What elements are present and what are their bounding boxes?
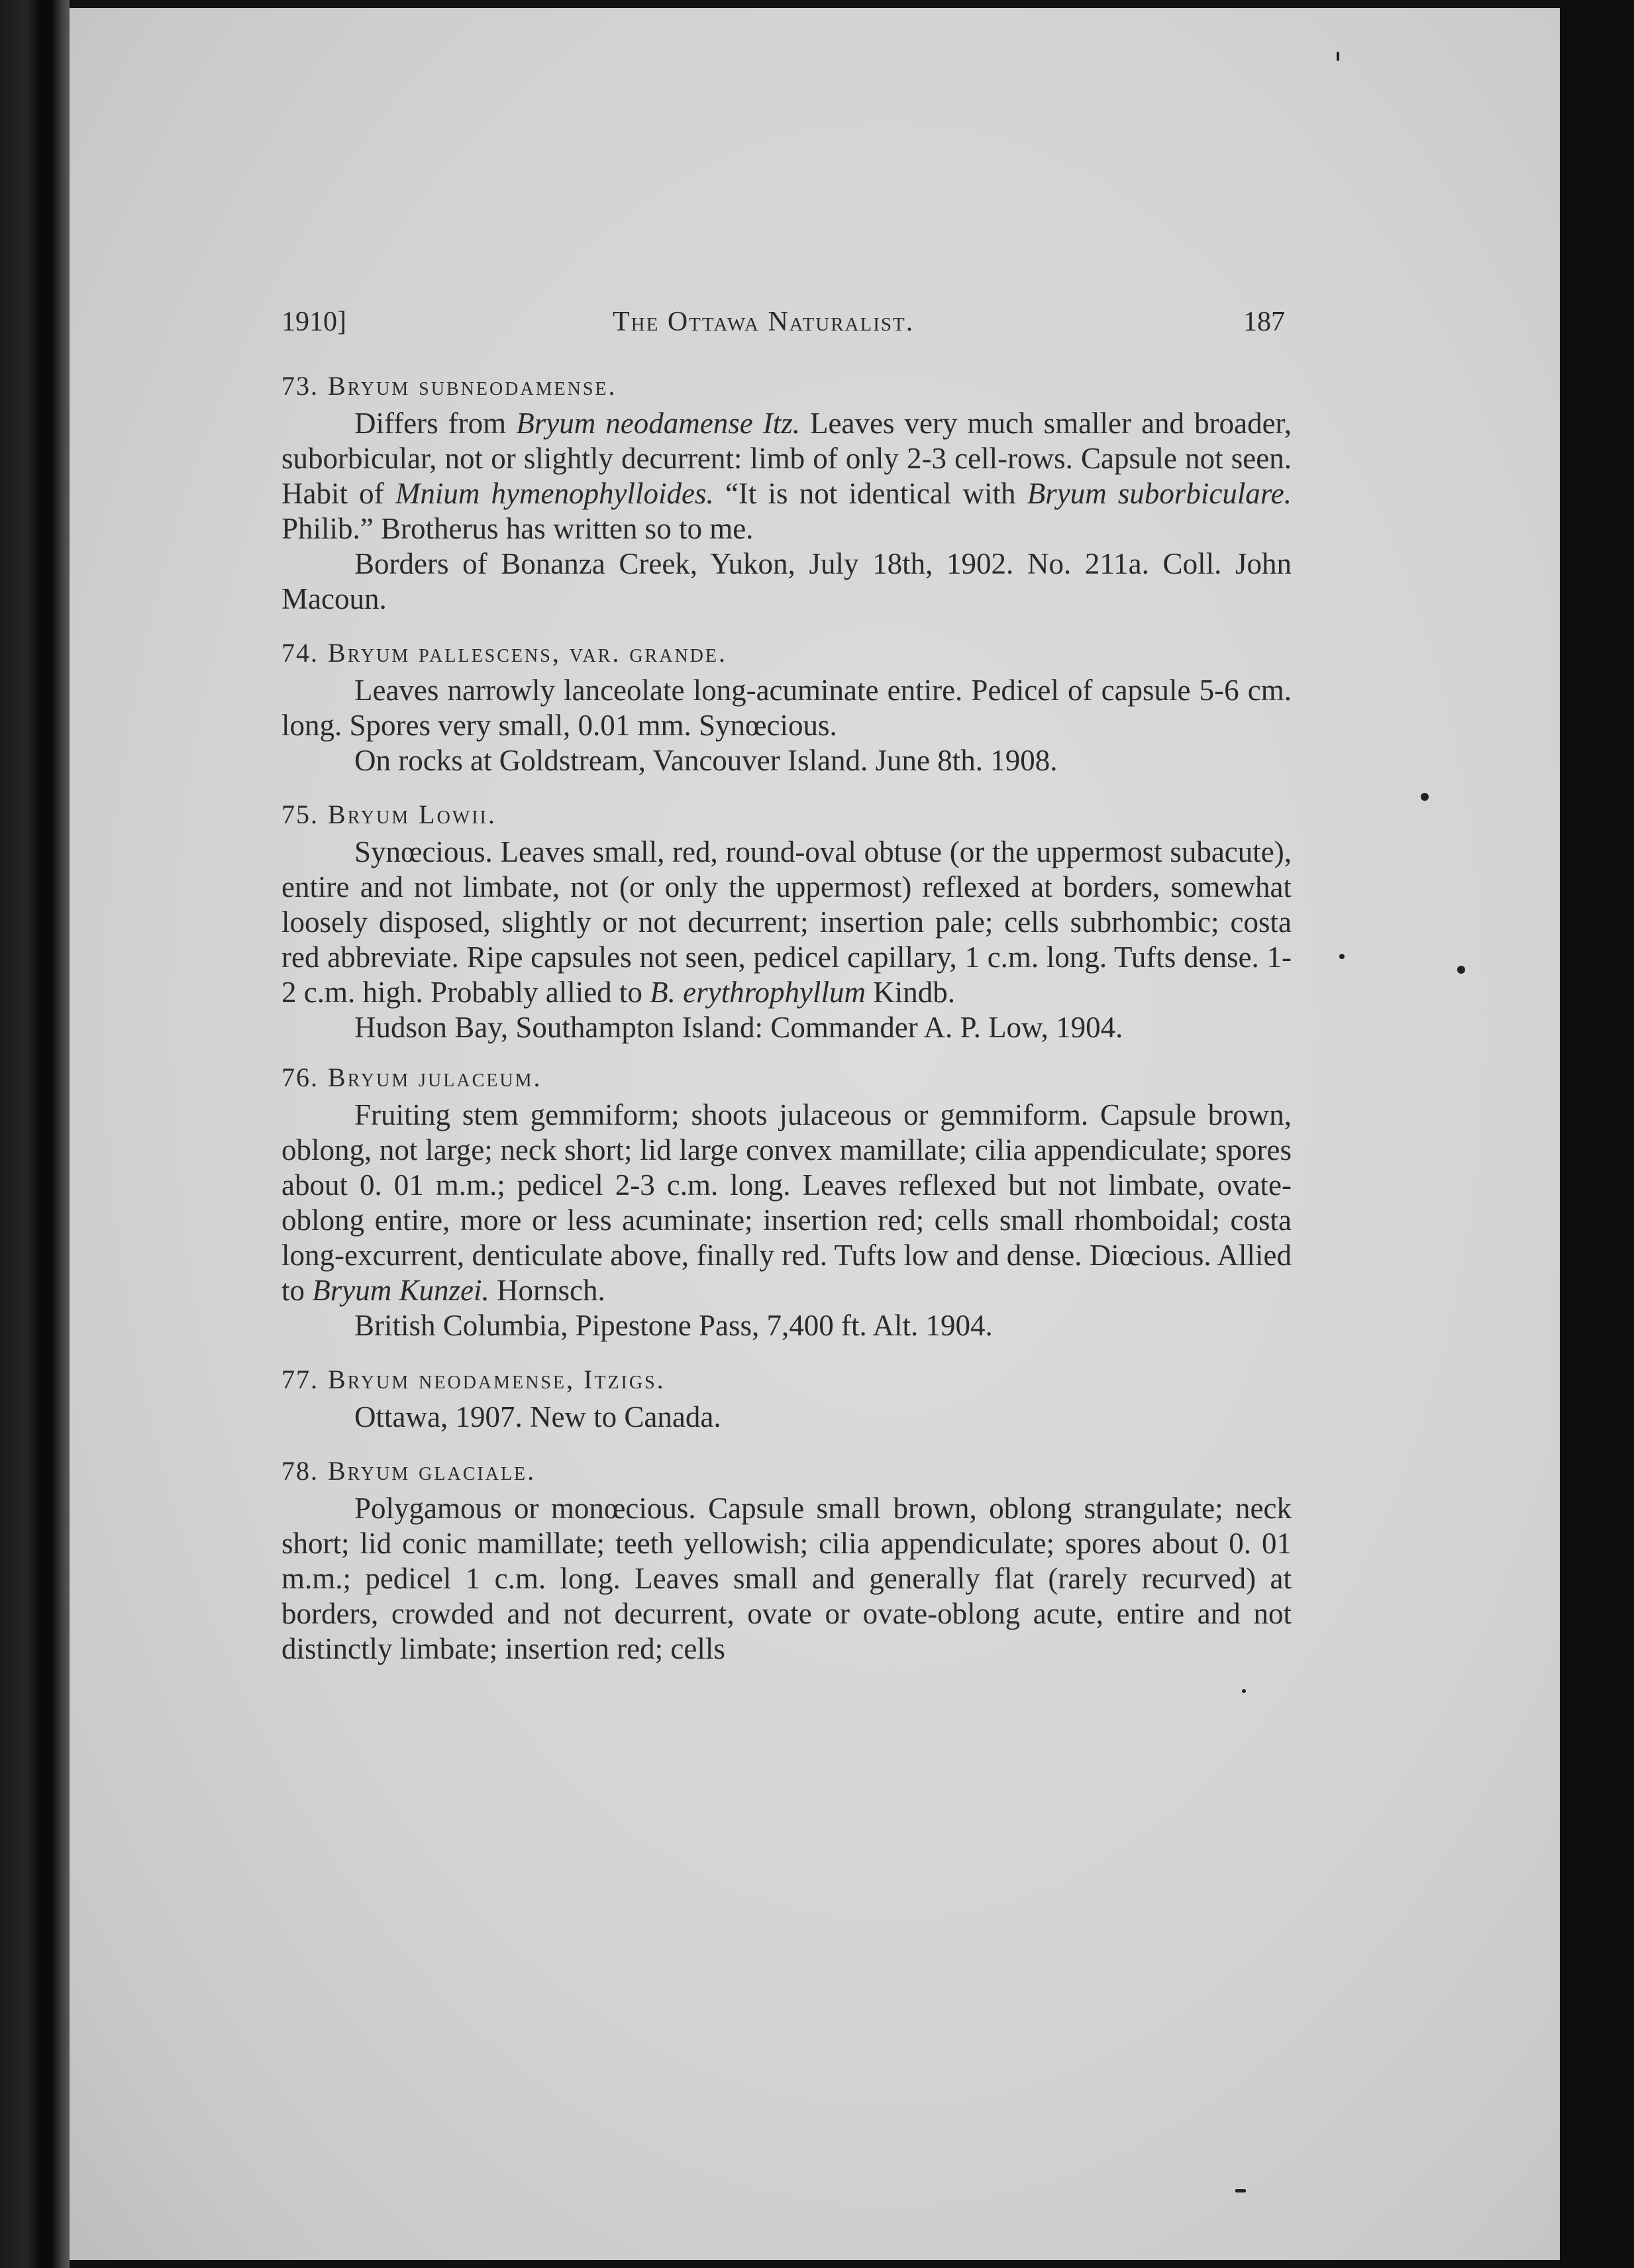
page-text-block [281,305,1292,1681]
entry-description: Fruiting stem gemmiform; shoots julaceous or gemmiform. Capsule brown, oblong, not large; neck short; lid large convex mamillate; cilia appendiculate; spores about 0. 01 m.m.; pedicel 2-3 c.m. long. Leaves reflexed but not limbate, ovate-oblong entire, more or less acuminate; insertion red; cells small rhomboidal; costa long-excurrent, denticulate above, finally red. Tufts low and dense. Diœcious. Allied to Bryum Kunzei. Hornsch. [281,1098,1292,1307]
entry-heading [281,1060,1292,1095]
entry-heading [281,368,1292,403]
dust-speck [1339,954,1345,959]
entry-description: Differs from Bryum neodamense Itz. Leaves very much smaller and broader, suborbicular, not or slightly decurrent: limb of only 2-3 cell-rows. Capsule not seen. Habit of Mnium hymenophylloides. “It is not identical with Bryum suborbiculare. Philib.” Brotherus has written so to me. [281,407,1292,545]
entry-species-name: Bryum julaceum. [328,1062,542,1092]
entry-heading [281,797,1292,832]
species-reference: Bryum suborbiculare. [1027,477,1292,510]
entry-number: 75. [281,799,319,829]
entry-description: Synœcious. Leaves small, red, round-oval obtuse (or the uppermost subacute), entire and not limbate, not (or only the uppermost) reflexed at borders, somewhat loosely disposed, slightly or not decurrent; insertion pale; cells subrhombic; costa red abbreviate. Ripe capsules not seen, pedicel capillary, 1 c.m. long. Tufts dense. 1-2 c.m. high. Probably allied to B. erythrophyllum Kindb. [281,835,1292,1009]
entry-species-name: Bryum neodamense, Itzigs. [328,1365,666,1394]
species-entry-73 [281,368,1292,617]
species-reference: B. erythrophyllum [650,976,866,1009]
species-entry-74 [281,635,1292,778]
dust-speck [1421,793,1429,801]
entry-heading [281,1362,1292,1397]
dust-speck [1337,52,1339,61]
entry-species-name: Bryum subneodamense. [328,371,617,401]
entry-species-name: Bryum glaciale. [328,1456,536,1486]
entry-species-name: Bryum pallescens, var. grande. [328,638,727,668]
species-reference: Bryum Kunzei. [312,1274,489,1307]
entry-locality: British Columbia, Pipestone Pass, 7,400 ft. Alt. 1904. [354,1309,993,1342]
entry-description: Polygamous or monœcious. Capsule small brown, oblong strangulate; neck short; lid conic mamillate; teeth yellowish; cilia appendiculate; spores about 0. 01 m.m.; pedicel 1 c.m. long. Leaves small and generally flat (rarely recurved) at borders, crowded and not decurrent, ovate or ovate-oblong acute, entire and not distinctly limbate; insertion red; cells [281,1492,1292,1665]
running-header [281,305,1292,344]
entry-locality: Hudson Bay, Southampton Island: Commander A. P. Low, 1904. [354,1011,1123,1044]
species-reference: Bryum neodamense Itz. [516,407,800,440]
header-journal-title: The Ottawa Naturalist. [613,307,915,337]
book-binding-edge [0,0,70,2268]
entry-number: 73. [281,371,319,401]
species-reference: Mnium hymenophylloides. [395,477,714,510]
header-page-number: 187 [1243,307,1285,337]
entry-locality: Ottawa, 1907. New to Canada. [354,1400,721,1433]
species-entry-77 [281,1362,1292,1435]
species-entry-76 [281,1060,1292,1343]
entry-locality: Borders of Bonanza Creek, Yukon, July 18th, 1902. No. 211a. Coll. John Macoun. [281,547,1292,615]
entry-number: 76. [281,1062,319,1092]
dust-speck [1242,1689,1246,1693]
dark-right-margin [1560,0,1634,2268]
dust-speck [1457,966,1465,974]
entry-locality: On rocks at Goldstream, Vancouver Island. June 8th. 1908. [354,744,1058,777]
entry-description: Leaves narrowly lanceolate long-acuminate entire. Pedicel of capsule 5-6 cm. long. Spores very small, 0.01 mm. Synœcious. [281,674,1292,742]
entry-number: 78. [281,1456,319,1486]
header-year: 1910] [281,307,346,337]
entry-heading [281,635,1292,670]
entry-species-name: Bryum Lowii. [328,799,497,829]
entry-number: 77. [281,1365,319,1394]
entry-heading [281,1453,1292,1488]
entry-number: 74. [281,638,319,668]
species-entry-78 [281,1453,1292,1667]
species-entry-75 [281,797,1292,1045]
dust-speck [1235,2189,1246,2192]
